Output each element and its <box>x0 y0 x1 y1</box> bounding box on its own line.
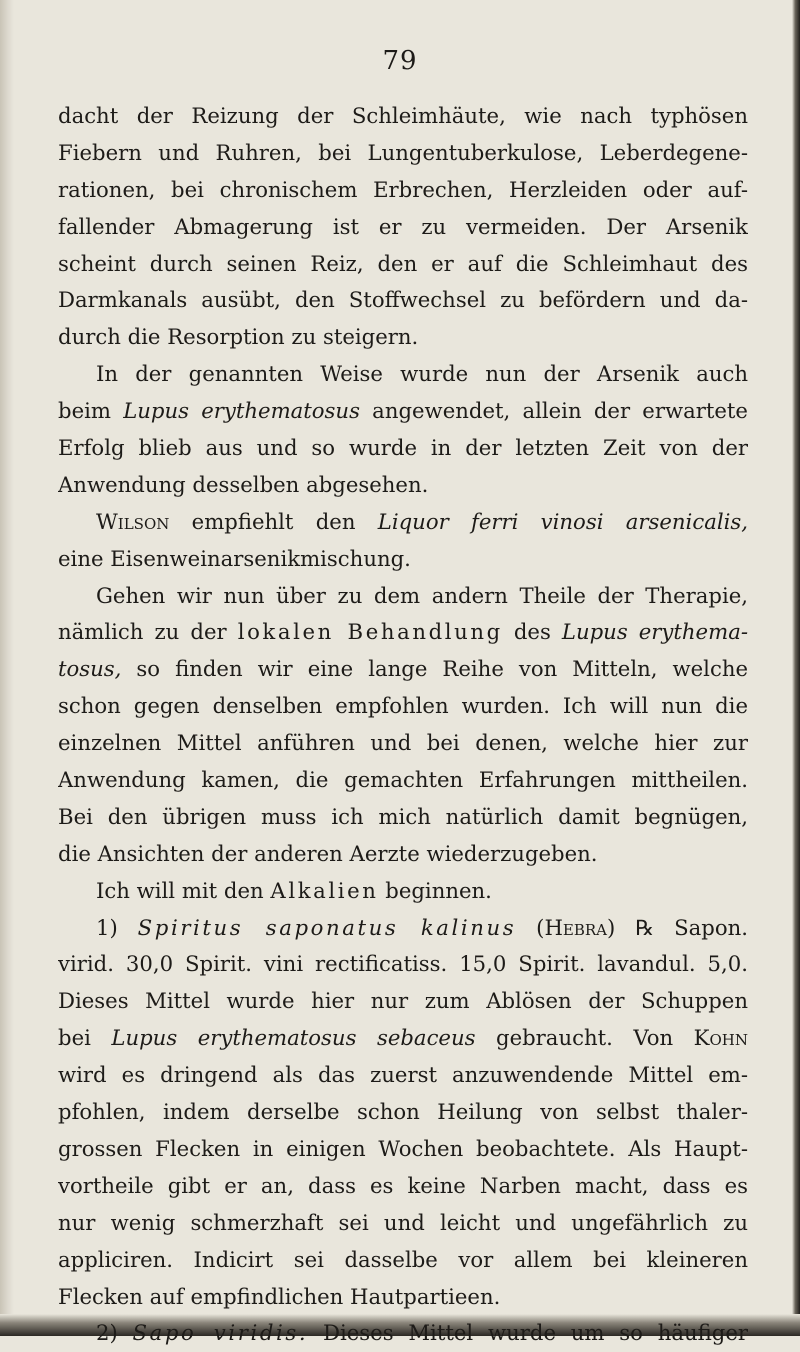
text-line <box>58 504 748 541</box>
text-run: bei <box>58 1025 112 1051</box>
text-line: Flecken auf empfindlichen Hautpartieen. <box>58 1283 501 1309</box>
text-run: des <box>502 619 562 645</box>
text-line <box>58 651 748 688</box>
text-line: Gehen wir nun über zu dem andern Theile der Therapie, <box>96 582 748 608</box>
author-name: Wilson <box>96 508 170 534</box>
text-run: empfiehlt den <box>169 508 378 534</box>
text-run: beim <box>58 398 124 424</box>
text-line: rationen, bei chronischem Erbrechen, Herzleiden oder auf- <box>58 176 748 202</box>
author-name: Kohn <box>693 1025 748 1051</box>
text-run: Sapon. <box>654 914 748 940</box>
text-line <box>58 393 748 430</box>
text-run: beginnen. <box>378 877 492 903</box>
spaced-term: lokalen Behandlung <box>237 619 503 645</box>
italic-term: tosus, <box>58 656 122 682</box>
italic-term: Lupus erythema- <box>561 619 748 645</box>
italic-term: Lupus erythematosus sebaceus <box>111 1025 476 1051</box>
text-line: nur wenig schmerzhaft sei und leicht und ungefährlich zu <box>58 1209 748 1235</box>
italic-term: Liquor ferri vinosi arsenicalis, <box>377 508 748 534</box>
page-number: 79 <box>382 46 418 76</box>
text-line: dacht der Reizung der Schleimhäute, wie nach typhösen <box>58 103 748 128</box>
text-line: Fiebern und Ruhren, bei Lungentuberkulose, Leberdegene- <box>58 139 748 165</box>
text-line: die Ansichten der anderen Aerzte wiederzugeben. <box>58 840 598 866</box>
text-line: vortheile gibt er an, dass es keine Narben macht, dass es <box>58 1172 748 1198</box>
text-run: so finden wir eine lange Reihe von Mitteln, welche <box>121 656 748 682</box>
body-text <box>58 98 748 1352</box>
text-line: durch die Resorption zu steigern. <box>58 324 419 350</box>
page-right-edge <box>792 0 800 1336</box>
author-name: Hebra <box>544 914 608 940</box>
page-left-edge <box>0 0 14 1336</box>
text-line: grossen Flecken in einigen Wochen beobachtete. Als Haupt- <box>58 1135 748 1161</box>
italic-term: Lupus erythematosus <box>123 398 360 424</box>
text-line: eine Eisenweinarsenikmischung. <box>58 545 411 571</box>
text-line <box>58 1020 748 1057</box>
italic-term: Sapo viridis. <box>132 1320 309 1346</box>
text-run: angewendet, allein der erwartete <box>359 398 748 424</box>
text-line: pfohlen, indem derselbe schon Heilung von selbst thaler- <box>58 1099 748 1125</box>
recipe-symbol: ℞ <box>635 914 655 940</box>
text-line: appliciren. Indicirt sei dasselbe vor allem bei kleineren <box>58 1246 748 1272</box>
text-run: nämlich zu der <box>58 619 238 645</box>
text-run: Dieses Mittel wurde um so häufiger <box>308 1320 748 1346</box>
text-line: einzelnen Mittel anführen und bei denen, welche hier zur <box>58 730 748 756</box>
text-line: Anwendung kamen, die gemachten Erfahrungen mittheilen. <box>58 767 748 793</box>
text-line <box>58 614 748 651</box>
text-line <box>58 1315 748 1352</box>
text-line: Darmkanals ausübt, den Stoffwechsel zu befördern und da- <box>58 287 748 313</box>
text-line: scheint durch seinen Reiz, den er auf die Schleimhaut des <box>58 250 748 276</box>
list-number: 2) <box>96 1320 133 1346</box>
text-line: fallender Abmagerung ist er zu vermeiden. Der Arsenik <box>58 213 748 239</box>
text-line: virid. 30,0 Spirit. vini rectificatiss. 15,0 Spirit. lavandul. 5,0. <box>58 951 748 977</box>
text-run: gebraucht. Von <box>475 1025 694 1051</box>
spaced-term: Alkalien <box>270 877 379 903</box>
text-line <box>58 873 748 910</box>
text-line <box>58 910 748 947</box>
text-run: ) <box>607 914 636 940</box>
text-line: Erfolg blieb aus und so wurde in der letzten Zeit von der <box>58 435 748 461</box>
list-number: 1) <box>96 914 138 940</box>
text-line: Bei den übrigen muss ich mich natürlich damit begnügen, <box>58 803 748 829</box>
text-run: ( <box>516 914 545 940</box>
text-line: schon gegen denselben empfohlen wurden. Ich will nun die <box>58 693 748 719</box>
text-line: wird es dringend als das zuerst anzuwendende Mittel em- <box>58 1062 748 1088</box>
text-line: Anwendung desselben abgesehen. <box>58 471 429 497</box>
text-run: Ich will mit den <box>96 877 271 903</box>
text-line: In der genannten Weise wurde nun der Arsenik auch <box>96 361 748 387</box>
text-line: Dieses Mittel wurde hier nur zum Ablösen der Schuppen <box>58 988 748 1014</box>
italic-term: Spiritus saponatus kalinus <box>137 914 517 940</box>
